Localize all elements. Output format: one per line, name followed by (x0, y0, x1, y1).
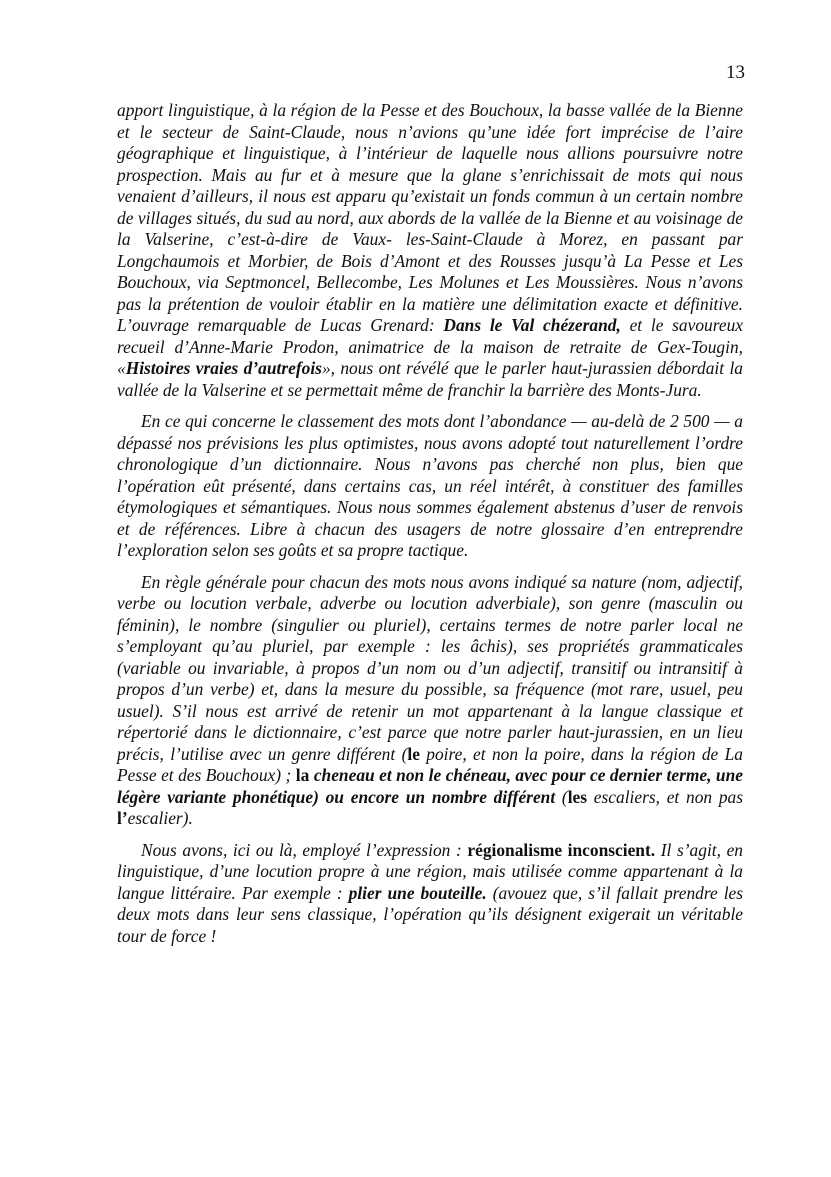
bold-term: la (295, 765, 310, 785)
paragraph (117, 411, 743, 562)
text-run: Nous avons, ici ou là, employé l’expression : (141, 839, 468, 860)
paragraph (117, 840, 743, 948)
page-number: 13 (726, 62, 745, 83)
bold-term: Dans le Val chézerand, (443, 315, 621, 335)
bold-term: l’ (117, 808, 128, 828)
text-run: (avouez que, s’il fallait prendre les deux mots dans leur sens classique, l’opération qu’ils désignent exigerait un véritable tour de force ! (117, 882, 744, 946)
bold-term: régionalisme inconscient. (467, 839, 656, 860)
text-run: et le savoureux recueil d’Anne-Marie Prodon, animatrice de la maison de retraite de Gex-Tougin, « (117, 315, 743, 378)
bold-term: les (567, 786, 588, 807)
text-run: escalier). (127, 808, 193, 828)
body-text (117, 100, 743, 957)
text-run: escaliers, et non pas (587, 786, 743, 807)
bold-term: Histoires vraies d’autrefois (125, 358, 322, 378)
bold-term: le (407, 743, 420, 764)
text-run: Il s’agit, en linguistique, d’une locution propre à une région, mais utilisée comme appartenant à la langue littéraire. Par exemple : (117, 839, 743, 903)
text-run: ( (555, 786, 568, 807)
bold-term: cheneau et non le chéneau, avec pour ce dernier terme, une légère variante phonétique) ou encore un nombre différent (117, 765, 743, 807)
text-run: », nous ont révélé que le parler haut-jurassien débordait la vallée de la Valserine et se permettait même de franchir la barrière des Monts-Jura. (117, 358, 743, 400)
bold-term: plier une bouteille. (348, 882, 487, 903)
text-run: En règle générale pour chacun des mots nous avons indiqué sa nature (nom, adjectif, verbe ou locution verbale, adverbe ou locution adverbiale), son genre (masculin ou féminin), le nombre (singulier ou pluriel), certains termes de notre parler local ne s’employant qu’au pluriel, par exemple : les âchis), ses propriétés grammaticales (variable ou invariable, à propos d’un nom ou d’un adjectif, transitif ou intransitif à propos d’un verbe) et, dans la mesure du possible, sa fréquence (mot rare, usuel, peu usuel). S’il nous est arrivé de retenir un mot appartenant à la langue classique et répertorié dans le dictionnaire, c’est parce que notre parler haut-jurassien, en un lieu précis, l’utilise avec un genre différent ( (117, 571, 743, 764)
paragraph (117, 100, 743, 401)
paragraph (117, 572, 743, 830)
text-run: En ce qui concerne le classement des mots dont l’abondance — au-delà de 2 500 — a dépassé nos prévisions les plus optimistes, nous avons adopté tout naturellement l’ordre chronologique d’un dictionnaire. Nous n’avons pas cherché non plus, bien que l’opération eût présenté, dans certains cas, un réel intérêt, à constituer des familles étymologiques et sémantiques. Nous nous sommes également abstenus d’user de renvois et de références. Libre à chacun des usagers de notre glossaire d’en entreprendre l’exploration selon ses goûts et sa propre tactique. (117, 411, 743, 560)
text-run: apport linguistique, à la région de la Pesse et des Bouchoux, la basse vallée de la Bienne et le secteur de Saint-Claude, nous n’avions qu’une idée fort imprécise de l’aire géographique et linguistique, à l’intérieur de laquelle nous allions poursuivre notre prospection. Mais au fur et à mesure que la glane s’enrichissait de mots qui nous venaient d’ailleurs, il nous est apparu qu’existait un fonds commun à un certain nombre de villages situés, du sud au nord, aux abords de la vallée de la Bienne et au voisinage de la Valserine, c’est-à-dire de Vaux- les-Saint-Claude à Morez, en passant par Longchaumois et Morbier, de Bois d’Amont et des Rousses jusqu’à La Pesse et Les Bouchoux, via Septmoncel, Bellecombe, Les Molunes et Les Moussières. Nous n’avons pas la prétention de vouloir établir en la matière une délimitation exacte et définitive. L’ouvrage remarquable de Lucas Grenard: (117, 100, 743, 335)
text-run: poire, et non la poire, dans la région de La Pesse et des Bouchoux) ; (117, 743, 743, 785)
